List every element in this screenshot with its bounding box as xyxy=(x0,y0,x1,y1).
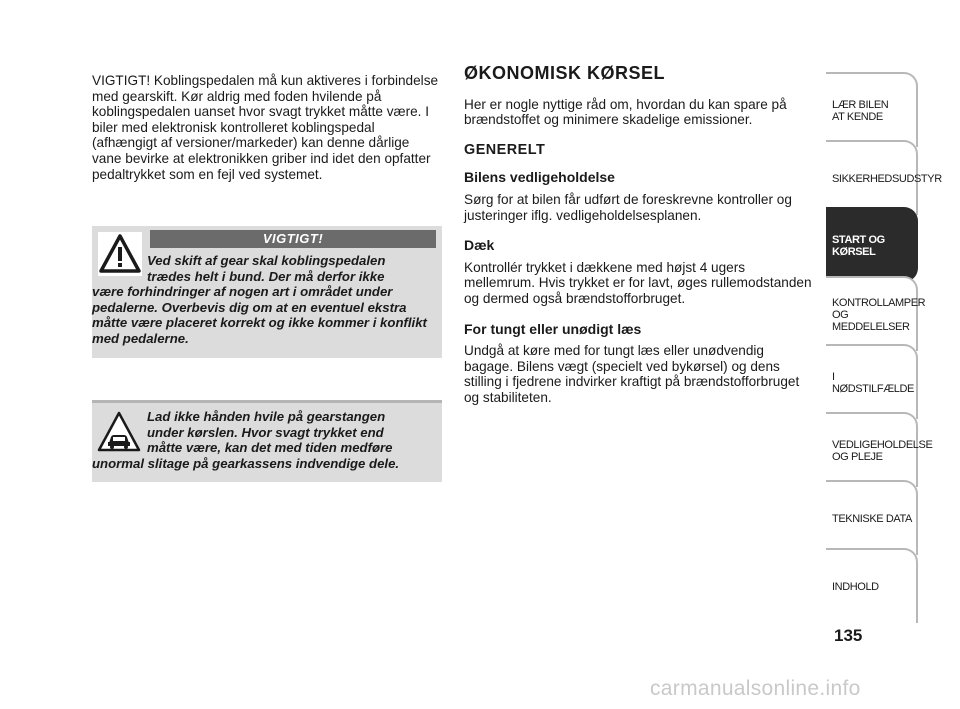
caution-box xyxy=(92,400,442,482)
tab-lear-bilen-at-kende[interactable] xyxy=(826,72,918,147)
caution-text xyxy=(92,409,438,471)
tab-label: START OG KØRSEL xyxy=(832,233,885,258)
warning-rest: være forhindringer af nogen art i området under pedalerne. Overbevis dig om at en eventuel ekstra måtte være placeret korrekt og ikke kommer i konflikt med pedalerne. xyxy=(92,284,427,346)
tab-label: INDHOLD xyxy=(832,580,879,593)
tab-label: I NØDSTILFÆLDE xyxy=(832,370,914,395)
tab-sikkerhedsudstyr[interactable] xyxy=(826,140,942,215)
warning-line-2: trædes helt i bund. Der må derfor ikke xyxy=(147,268,385,284)
text-tyres: Kontrollér trykket i dækkene med højst 4 ugers mellemrum. Hvis trykket er for lavt, øges rullemodstanden og dermed også brændstofforbruget. xyxy=(464,259,812,306)
caution-top-rule xyxy=(92,400,442,403)
heading-tyres: Dæk xyxy=(464,237,495,254)
tab-i-nodstilfaelde[interactable] xyxy=(826,344,918,419)
caution-line-1: Lad ikke hånden hvile på gearstangen xyxy=(147,409,386,424)
section-intro: Her er nogle nyttige råd om, hvordan du kan spare på brændstoffet og minimere skadelige emissioner. xyxy=(464,96,787,128)
tab-label: LÆR BILEN xyxy=(832,98,889,111)
caution-line-3: måtte være, kan det med tiden medføre xyxy=(147,440,393,456)
text-load: Undgå at køre med for tungt læs eller unødvendig bagage. Bilens vægt (specielt ved bykørsel) og dens stilling i fjedrene indvirker kraftigt på brændstofforbruget og stabiliteten. xyxy=(464,343,800,405)
tab-label: TEKNISKE DATA xyxy=(832,512,912,525)
left-intro-paragraph: VIGTIGT! Koblingspedalen må kun aktiveres i forbindelse med gearskift. Kør aldrig med foden hvilende på koblingspedalen uanset hvor svagt trykket måtte være. I biler med elektronisk kontrolleret koblingspedal (afhængigt af versioner/markeder) kan denne dårlige vane bevirke at elektronikken griber ind idet den opfatter pedaltrykket som en fejl ved systemet. xyxy=(92,73,439,182)
right-column xyxy=(464,63,814,421)
caution-line-2: under kørslen. Hvor svagt trykket end xyxy=(147,424,384,440)
warning-line-1: Ved skift af gear skal koblingspedalen xyxy=(147,253,386,268)
page-number: 135 xyxy=(834,626,863,645)
subsection-general: GENERELT xyxy=(464,141,546,158)
heading-load: For tungt eller unødigt læs xyxy=(464,320,642,337)
tab-vedligeholdelse[interactable] xyxy=(826,412,933,487)
tab-label: OG PLEJE xyxy=(832,450,883,463)
tab-indhold[interactable] xyxy=(826,548,918,623)
caution-rest: unormal slitage på gearkassens indvendige dele. xyxy=(92,455,400,471)
tab-label: VEDLIGEHOLDELSE xyxy=(832,438,933,451)
important-warning-box xyxy=(92,226,442,358)
section-title: ØKONOMISK KØRSEL xyxy=(464,63,666,83)
tab-label: SIKKERHEDSUDSTYR xyxy=(832,172,942,185)
tab-start-og-korsel[interactable] xyxy=(826,207,918,282)
important-banner: VIGTIGT! xyxy=(150,230,436,248)
important-warning-text xyxy=(92,253,438,347)
tab-label: KONTROLLAMPER xyxy=(832,296,926,309)
tab-label: AT KENDE xyxy=(832,110,883,123)
text-maintenance: Sørg for at bilen får udført de foreskrevne kontroller og justeringer iflg. vedligeholdelsesplanen. xyxy=(464,191,792,223)
tab-label: OG MEDDELELSER xyxy=(832,308,910,333)
tab-tekniske-data[interactable] xyxy=(826,480,918,555)
heading-maintenance: Bilens vedligeholdelse xyxy=(464,169,615,186)
tab-kontrollamper[interactable] xyxy=(826,276,926,351)
watermark: carmanualsonline.info xyxy=(650,677,861,700)
